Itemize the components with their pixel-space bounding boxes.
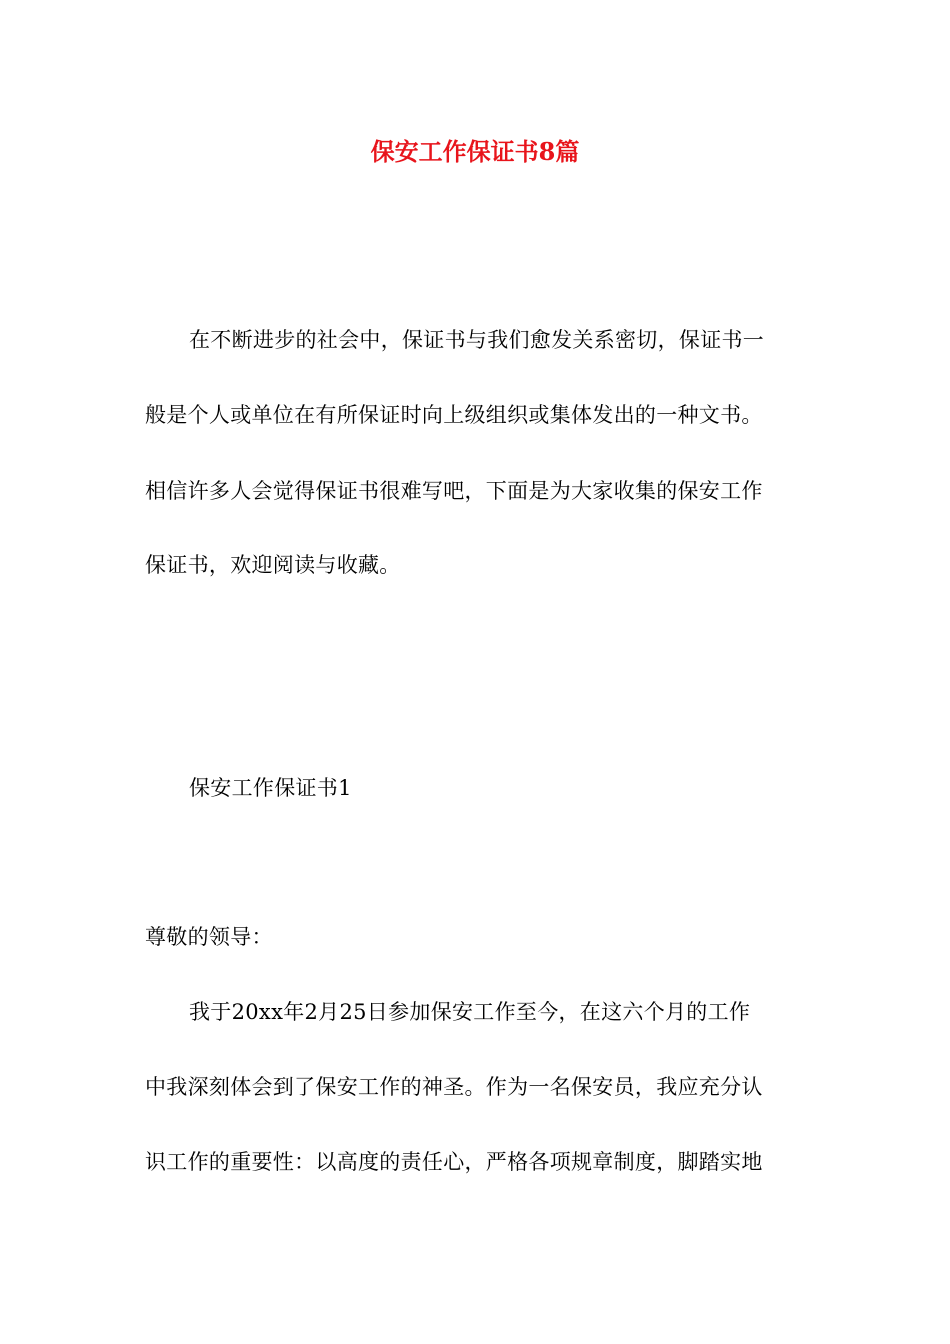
document-title: 保安工作保证书8篇: [370, 137, 580, 166]
salutation: 尊敬的领导：: [145, 925, 273, 949]
body-line-2: 中我深刻体会到了保安工作的神圣。作为一名保安员，我应充分认: [145, 1075, 763, 1099]
body-line-3: 识工作的重要性：以高度的责任心，严格各项规章制度，脚踏实地: [145, 1150, 763, 1174]
intro-line-1: 在不断进步的社会中，保证书与我们愈发关系密切，保证书一: [189, 328, 765, 352]
intro-line-4: 保证书，欢迎阅读与收藏。: [145, 553, 401, 577]
intro-line-2: 般是个人或单位在有所保证时向上级组织或集体发出的一种文书。: [145, 403, 763, 427]
intro-line-3: 相信许多人会觉得保证书很难写吧，下面是为大家收集的保安工作: [145, 479, 763, 503]
body-line-1: 我于20xx年2月25日参加保安工作至今，在这六个月的工作: [189, 1000, 751, 1024]
section-heading: 保安工作保证书1: [189, 776, 352, 800]
